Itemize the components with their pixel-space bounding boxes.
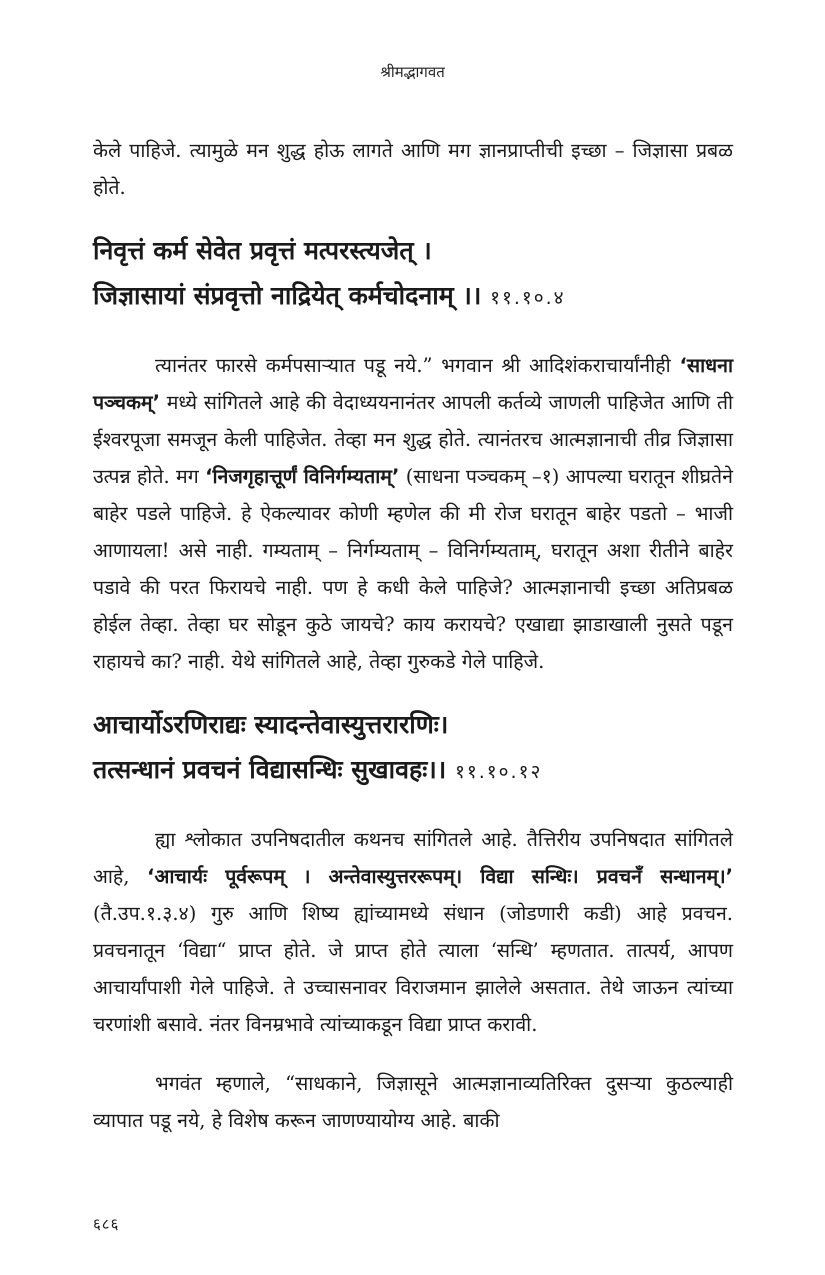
verse-line-text: जिज्ञासायां संप्रवृत्तो नाद्रियेत् कर्मचोदनाम् ।। [93, 281, 482, 310]
paragraph-3 [93, 821, 733, 1043]
verse-reference: ११.१०.४ [490, 287, 566, 309]
verse-11-10-4 [93, 228, 733, 321]
bold-quote: ‘आचार्यः पूर्वरूपम् । अन्तेवास्युत्तररूपम्। विद्या सन्धिः। प्रवचनँ सन्धानम्।’ [147, 865, 733, 888]
verse-line: निवृत्तं कर्म सेवेत प्रवृत्तं मत्परस्त्यजेत् । [93, 236, 432, 265]
running-title: श्रीमद्भागवत [380, 63, 445, 81]
verse-reference: ११.१०.१२ [454, 761, 543, 783]
paragraph-1: केले पाहिजे. त्यामुळे मन शुद्ध होऊ लागते आणि मग ज्ञानप्राप्तीची इच्छा – जिज्ञासा प्रबळ होते. [93, 139, 733, 199]
text-run: (तै.उप.१.३.४) गुरु आणि शिष्य ह्यांच्यामध्ये संधान (जोडणारी कडी) आहे प्रवचन. प्रवचनातून ‘विद्या“ प्राप्त होते. जे प्राप्त होते त्याला ‘सन्धि’ म्हणतात. तात्पर्य, आपण आचार्यांपाशी गेले पाहिजे. ते उच्चासनावर विराजमान झालेले असतात. तेथे जाऊन त्यांच्या चरणांशी बसावे. नंतर विनम्रभावे त्यांच्याकडून विद्या प्राप्त करावी. [93, 902, 733, 1036]
verse-line [93, 273, 733, 321]
verse-line-text: तत्सन्धानं प्रवचनं विद्यासन्धिः सुखावहः।। [93, 755, 447, 784]
page-body [93, 132, 733, 1161]
verse-11-10-12 [93, 702, 733, 795]
verse-line [93, 747, 733, 795]
bold-quote: ‘निजगृहात्तूर्णं विनिर्गम्यताम्’ [205, 465, 400, 488]
bold-quote: ‘साधना पञ्चकम्’ [93, 354, 733, 414]
paragraph-2 [93, 347, 733, 680]
text-run: त्यानंतर फारसे कर्मपसाऱ्यात पडू नये.” भगवान श्री आदिशंकराचार्यांनीही [155, 354, 680, 377]
page-number: ६८६ [93, 1215, 120, 1233]
text-run: मध्ये सांगितले आहे की वेदाध्ययनानंतर आपली कर्तव्ये जाणली पाहिजेत आणि ती ईश्वरपूजा समजून केली पाहिजेत. तेव्हा मन शुद्ध होते. त्यानंतरच आत्मज्ञानाची तीव्र जिज्ञासा उत्पन्न होते. मग [93, 391, 733, 488]
text-run: (साधना पञ्चकम् –१) आपल्या घरातून शीघ्रतेने बाहेर पडले पाहिजे. हे ऐकल्यावर कोणी म्हणेल की मी रोज घरातून बाहेर पडतो – भाजी आणायला! असे नाही. गम्यताम् – निर्गम्यताम् – विनिर्गम्यताम्, घरातून अशा रीतीने बाहेर पडावे की परत फिरायचे नाही. पण हे कधी केले पाहिजे? आत्मज्ञानाची इच्छा अतिप्रबळ होईल तेव्हा. तेव्हा घर सोडून कुठे जायचे? काय करायचे? एखाद्या झाडाखाली नुसते पडून राहायचे का? नाही. येथे सांगितले आहे, तेव्हा गुरुकडे गेले पाहिजे. [93, 465, 733, 673]
paragraph-4: भगवंत म्हणाले, “साधकाने, जिज्ञासूने आत्मज्ञानाव्यतिरिक्त दुसऱ्या कुठल्याही व्यापात पडू नये, हे विशेष करून जाणण्यायोग्य आहे. बाकी [93, 1072, 733, 1132]
verse-line: आचार्योऽरणिराद्यः स्यादन्तेवास्युत्तरारणिः। [93, 710, 449, 739]
text-run: ह्या श्लोकात उपनिषदातील कथनच सांगितले आहे. तैत्तिरीय उपनिषदात सांगितले आहे, [93, 828, 733, 888]
